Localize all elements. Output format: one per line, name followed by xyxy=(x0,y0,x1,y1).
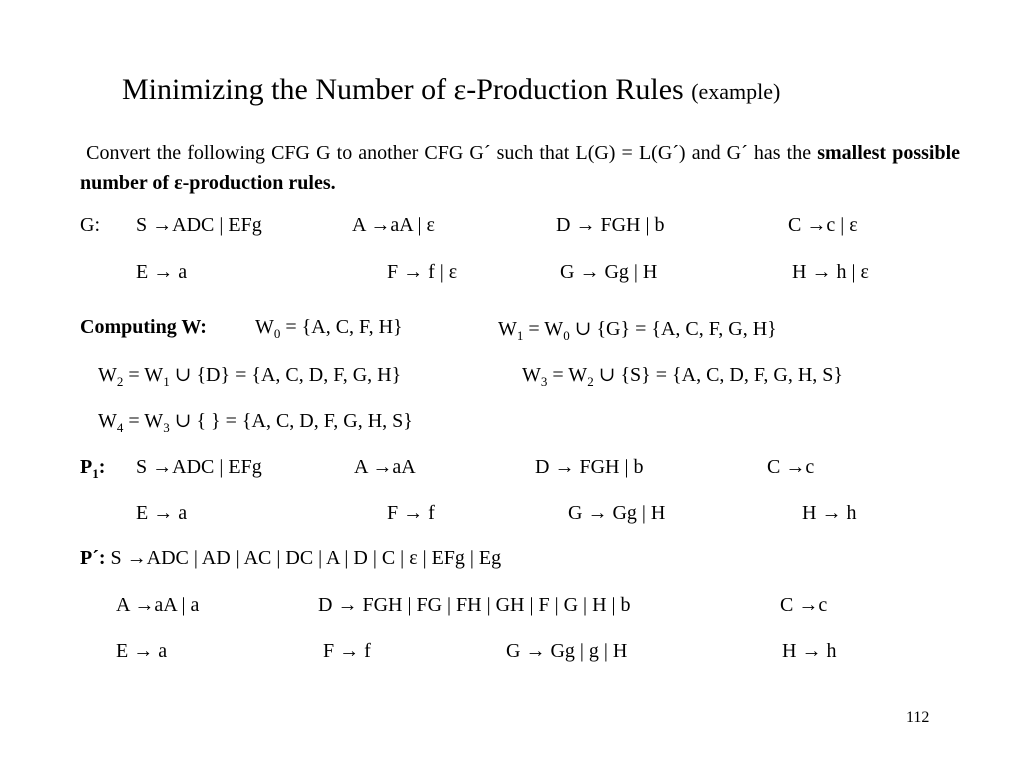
p1-rule-d: D → FGH | b xyxy=(535,456,644,478)
w1-eq: $W_1 = W_0$ ∪ {G} = {A, C, F, G, H} xyxy=(498,318,777,343)
w3-eq: $W_3 = W_2$ ∪ {S} = {A, C, D, F, G, H, S} xyxy=(522,364,844,389)
computing-w-row xyxy=(80,316,207,339)
p1-rule-h: H → h xyxy=(802,502,857,524)
g-rule-a: A →aA | ε xyxy=(352,214,435,236)
pprime-rule-a: A →aA | a xyxy=(116,594,200,616)
title-suffix: (example) xyxy=(691,79,781,104)
pprime-rule-s: S →ADC | AD | AC | DC | A | D | C | ε | EFg | Eg xyxy=(110,547,502,569)
g-rule-e: E → a xyxy=(136,261,188,283)
intro-paragraph xyxy=(80,138,960,198)
intro-bold: smallest possible number of ε-production rules. xyxy=(80,142,961,194)
g-rule-g: G → Gg | H xyxy=(560,261,658,283)
p1-label: $P_1$: xyxy=(80,456,106,481)
g-rule-h: H → h | ε xyxy=(792,261,869,283)
computing-label: Computing W: xyxy=(80,316,207,338)
p1-rule-f: F → f xyxy=(387,502,435,524)
pprime-row xyxy=(80,547,501,570)
page-number: 112 xyxy=(906,709,930,726)
g-rule-f: F → f | ε xyxy=(387,261,458,283)
g-rule-c: C →c | ε xyxy=(788,214,858,236)
pprime-rule-f: F → f xyxy=(323,640,371,662)
g-rule-d: D → FGH | b xyxy=(556,214,665,236)
pprime-rule-g: G → Gg | g | H xyxy=(506,640,628,662)
pprime-rule-c: C →c xyxy=(780,594,828,616)
w2-eq: $W_2 = W_1$ ∪ {D} = {A, C, D, F, G, H} xyxy=(98,364,402,389)
w0-eq: $W_0 = \{A$, C, F, H} xyxy=(255,316,403,341)
p1-rule-a: A →aA xyxy=(354,456,416,478)
slide-title xyxy=(122,73,780,107)
pprime-rule-d: D → FGH | FG | FH | GH | F | G | H | b xyxy=(318,594,631,616)
w4-eq: $W_4 = W_3$ ∪ { } = {A, C, D, F, G, H, S} xyxy=(98,410,413,435)
pprime-label: P´: xyxy=(80,547,106,569)
g-rule-s: S →ADC | EFg xyxy=(136,214,262,236)
p1-rule-s: S →ADC | EFg xyxy=(136,456,262,478)
p1-rule-e: E → a xyxy=(136,502,188,524)
p1-rule-g: G → Gg | H xyxy=(568,502,666,524)
intro-text: Convert the following CFG G to another CFG G´ such that L(G) = L(G´) and G´ has the xyxy=(86,142,812,164)
p1-rule-c: C →c xyxy=(767,456,815,478)
pprime-rule-h: H → h xyxy=(782,640,837,662)
g-label: G: xyxy=(80,214,100,236)
pprime-rule-e: E → a xyxy=(116,640,168,662)
title-text: Minimizing the Number of ε-Production Rules xyxy=(122,73,684,106)
